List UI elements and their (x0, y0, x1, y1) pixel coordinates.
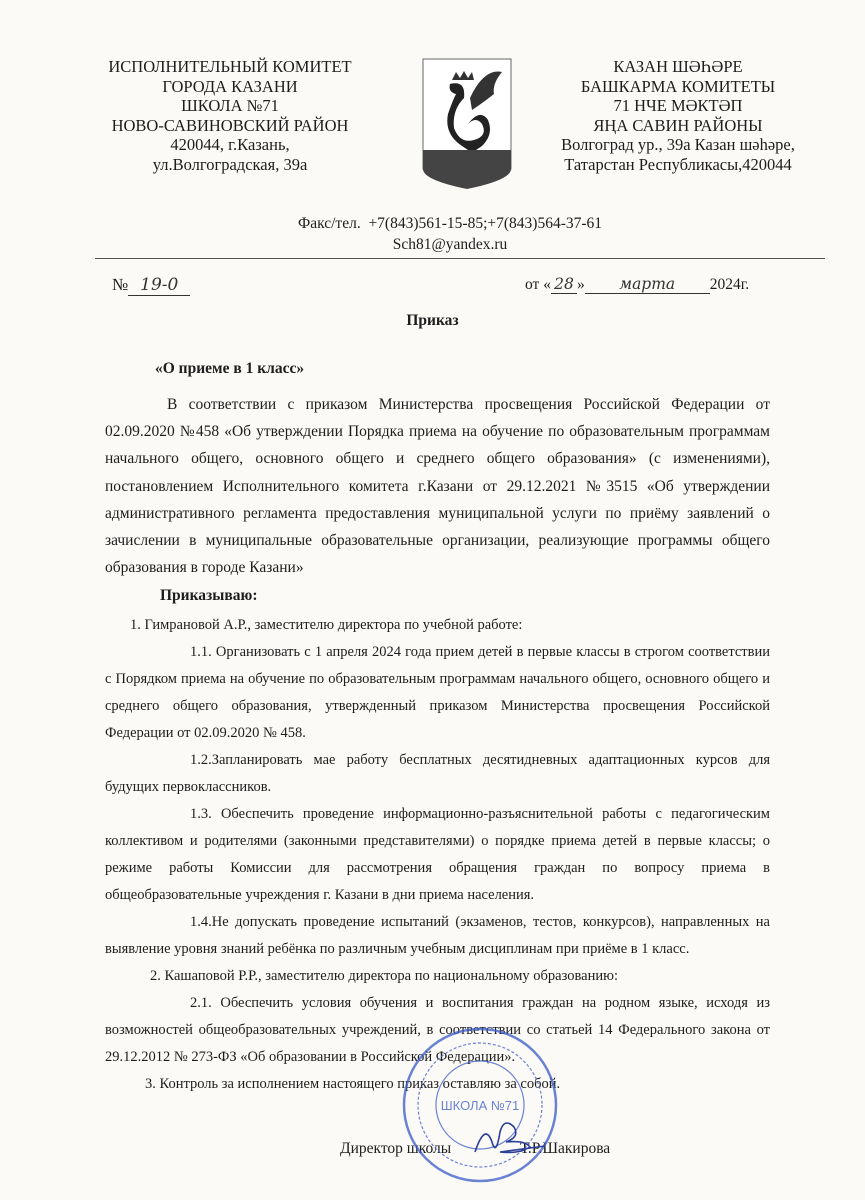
order-item: 1.2.Запланировать мае работу бесплатных десятидневных адаптационных курсов для будущих первоклассников. (105, 752, 770, 795)
header-line: Татарстан Республикасы,420044 (564, 154, 792, 174)
order-item: 2. Кашаповой Р.Р., заместителю директора по национальному образованию: (150, 968, 618, 984)
document-title: Приказ (406, 312, 459, 329)
header-left-block (100, 57, 360, 174)
header-line: ЯҢА САВИН РАЙОНЫ (593, 115, 763, 135)
header-line: 71 НЧЕ МӘКТӘП (613, 96, 743, 115)
header-line: КАЗАН ШӘҺӘРЕ (613, 57, 743, 76)
header-line: 420044, г.Казань, (170, 135, 290, 154)
preamble-paragraph: В соответствии с приказом Министерства просвещения Российской Федерации от 02.09.2020 №458 «Об утверждении Порядка приема на обучение по образовательным программам начального общего, основного общего и среднего общего образования» (с изменениями), постановлением Исполнительного комитета г.Казани от 29.12.2021 №3515 «Об утверждении административного регламента предоставления муниципальной услуги по приёму заявлений о зачислении в муниципальные образовательные организации, реализующие программы общего образования в городе Казани» (105, 396, 770, 577)
order-item: 1.3. Обеспечить проведение информационно-разъяснительной работы с педагогическим коллективом и родителями (законными представителями) о порядке приема детей в первые классы; о режиме работы Комиссии для рассмотрения обращения граждан по вопросу приема в общеобразовательные учреждения г. Казани в дни приема населения. (105, 806, 770, 903)
header-line: ИСПОЛНИТЕЛЬНЫЙ КОМИТЕТ (108, 57, 352, 76)
order-item: 1. Гимрановой А.Р., заместителю директора по учебной работе: (130, 617, 523, 633)
order-item: 3. Контроль за исполнением настоящего приказ оставляю за собой. (145, 1076, 561, 1092)
order-number (112, 275, 190, 296)
order-date (525, 275, 749, 294)
order-item: 1.1. Организовать с 1 апреля 2024 года прием детей в первые классы в строгом соответствии с Порядком приема на обучение по образовательным программам начального общего, основного общего и среднего общего образования, утвержденный приказом Министерства просвещения Российской Федерации от 02.09.2020 № 458. (105, 644, 770, 741)
order-number-value: 19-0 (128, 275, 190, 296)
header-line: ГОРОДА КАЗАНИ (162, 76, 298, 96)
stamp-center-text: ШКОЛА №71 (440, 1098, 520, 1113)
header-line: БАШКАРМА КОМИТЕТЫ (580, 76, 776, 96)
number-sign: № (112, 275, 129, 294)
date-prefix: от « (525, 276, 551, 293)
contact-phone: Факс/тел. +7(843)561-15-85;+7(843)564-37-61 (297, 215, 603, 232)
document-subject: «О приеме в 1 класс» (155, 360, 305, 377)
header-line: ул.Волгоградская, 39а (152, 154, 308, 174)
signature-name: Т.Р.Шакирова (520, 1140, 611, 1157)
date-month: марта (585, 275, 710, 294)
header-right-block (548, 57, 808, 174)
header-line: Волгоград ур., 39а Казан шәһәре, (561, 135, 795, 154)
date-day: 28 (551, 275, 577, 294)
contact-email: Sch81@yandex.ru (392, 236, 508, 253)
header-line: НОВО-САВИНОВСКИЙ РАЙОН (111, 115, 349, 135)
order-item: 1.4.Не допускать проведение испытаний (экзаменов, тестов, конкурсов), направленных на выявление уровня знаний ребёнка по различным учебным дисциплинам при приёме в 1 класс. (105, 914, 770, 957)
signature-scribble-icon (470, 1112, 550, 1162)
orders-heading: Приказываю: (160, 587, 258, 604)
date-year: 2024г. (709, 276, 750, 293)
coat-of-arms-icon (422, 58, 512, 190)
header-line: ШКОЛА №71 (181, 96, 279, 115)
signature-role: Директор школы (340, 1140, 452, 1157)
order-item: 2.1. Обеспечить условия обучения и воспитания граждан на родном языке, исходя из возможностей общеобразовательных учреждений, в соответствии со статьей 14 Федерального закона от 29.12.2012 № 273-ФЗ «Об образовании в Российской Федерации». (105, 995, 770, 1065)
header-divider (95, 258, 825, 259)
date-mid: » (576, 276, 585, 293)
